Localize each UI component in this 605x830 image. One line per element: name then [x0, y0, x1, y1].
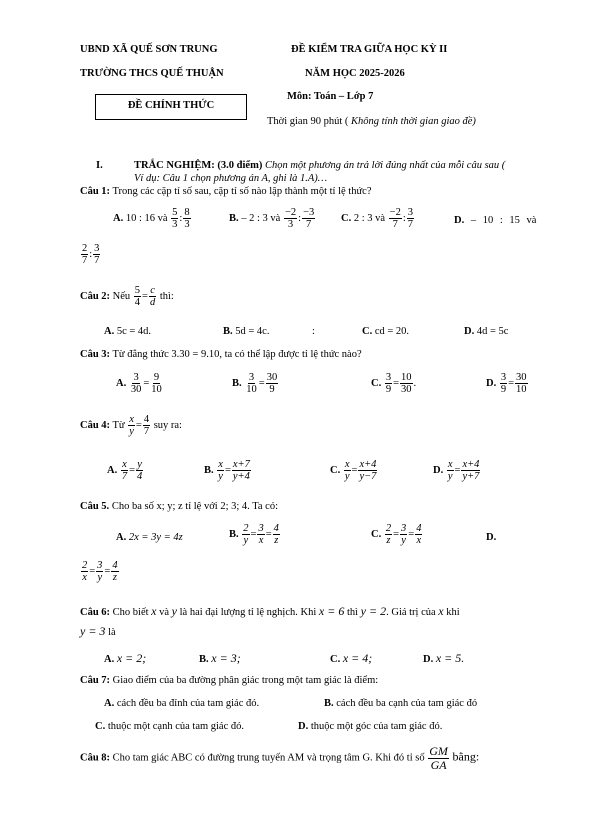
- q1-b-frac2: $\frac{-3}{7}$: [303, 207, 315, 231]
- q8-ratio: $\frac{GM}{GA}$: [429, 744, 448, 772]
- q2-colon: :: [312, 326, 315, 337]
- q6-stem: Câu 6: Cho biết x và y là hai đại lượng tỉ lệ nghịch. Khi x = 6 thì y = 2. Giá trị của x khi: [80, 604, 460, 618]
- q2-option-c[interactable]: C. cd = 20.: [362, 326, 410, 337]
- subject: Môn: Toán – Lớp 7: [287, 91, 374, 102]
- q4-option-a[interactable]: A. $\frac{x}{7}$ = $\frac{y}{4}$: [107, 459, 143, 483]
- q7-option-a[interactable]: A. cách đều ba đỉnh của tam giác đó.: [104, 698, 260, 709]
- q2-label: Câu 2:: [80, 290, 111, 302]
- q2-stem: Câu 2: Nếu $\frac{5}{4}$ = $\frac{c}{d}$ thì:: [80, 285, 174, 309]
- q5-option-d: $\frac{2}{x}$ = $\frac{3}{y}$ = $\frac{4}{z}$: [82, 560, 118, 584]
- q5-option-b[interactable]: B. $\frac{2}{y}$ = $\frac{3}{x}$ = $\frac{4}{z}$: [229, 523, 279, 547]
- section-heading: [134, 160, 505, 171]
- q2-frac1: $\frac{5}{4}$: [134, 285, 141, 309]
- q8-stem: Câu 8: Cho tam giác ABC có đường trung tuyến AM và trọng tâm G. Khi đó tỉ số $\frac{GM}{GA}$ bằng:: [80, 744, 480, 772]
- q4-stem: Câu 4: Từ $\frac{x}{y}$ = $\frac{4}{7}$ suy ra:: [80, 414, 182, 438]
- exam-time-note: Không tính thời gian giao đề): [348, 116, 476, 127]
- school-year: NĂM HỌC 2025-2026: [305, 68, 405, 79]
- section-title: TRẮC NGHIỆM: (3.0 điểm): [134, 160, 263, 171]
- q4-option-d[interactable]: D. $\frac{x}{y}$ = $\frac{x+4}{y+7}$: [433, 459, 480, 483]
- q2-frac2: $\frac{c}{d}$: [149, 285, 156, 309]
- q2-option-d[interactable]: D. 4d = 5c: [464, 326, 509, 337]
- q6-option-d[interactable]: D. x = 5.: [423, 651, 465, 665]
- section-instruction: Chọn một phương án trả lời đúng nhất của mỗi câu sau (: [262, 160, 506, 171]
- q1-d-frac1: $\frac{2}{7}$: [82, 243, 88, 267]
- q1-a-text: 10 : 16 và: [125, 212, 168, 224]
- q5-option-c[interactable]: C. $\frac{2}{z}$ = $\frac{3}{y}$ = $\frac{4}{x}$: [371, 523, 422, 547]
- q3-option-d[interactable]: D. $\frac{3}{9}$ = $\frac{30}{10}$: [486, 372, 527, 396]
- q6-option-a[interactable]: A. x = 2;: [104, 651, 147, 665]
- q1-label: Câu 1:: [80, 186, 111, 197]
- q3-stem: Câu 3: Từ đẳng thức 3.30 = 9.10, ta có thể lập được tỉ lệ thức nào?: [80, 349, 362, 360]
- q7-stem: Câu 7: Giao điểm của ba đường phân giác trong một tam giác là điểm:: [80, 675, 379, 686]
- q1-d-text: – 10 : 15 và: [464, 215, 537, 226]
- q7-option-d[interactable]: D. thuộc một góc của tam giác đó.: [298, 721, 443, 732]
- q1-d-label: D.: [454, 215, 465, 226]
- q4-option-b[interactable]: B. $\frac{x}{y}$ = $\frac{x+7}{y+4}$: [204, 459, 250, 483]
- q7-option-c[interactable]: C. thuộc một cạnh của tam giác đó.: [95, 721, 245, 732]
- school-district: UBND XÃ QUẾ SƠN TRUNG: [80, 44, 218, 55]
- exam-time-prefix: Thời gian 90 phút (: [267, 116, 349, 127]
- q6-option-b[interactable]: B. x = 3;: [199, 651, 241, 665]
- q1-stem: [80, 186, 371, 197]
- q6-option-c[interactable]: C. x = 4;: [330, 651, 373, 665]
- q2-option-b[interactable]: B. 5d = 4c.: [223, 326, 270, 337]
- exam-title: ĐỀ KIỂM TRA GIỮA HỌC KỲ II: [291, 44, 448, 55]
- q5-option-d-label[interactable]: D.: [486, 532, 497, 543]
- q1-option-a[interactable]: A. 10 : 16 và $\frac{5}{3}$ : $\frac{8}{3}$: [113, 207, 190, 231]
- q3-option-b[interactable]: B. $\frac{3}{10}$ = $\frac{30}{9}$: [232, 372, 278, 396]
- q1-c-frac1: $\frac{-2}{7}$: [389, 207, 401, 231]
- q6-stem-2: y = 3 là: [80, 624, 116, 638]
- q1-b-text: – 2 : 3 và: [241, 212, 281, 224]
- q1-b-frac1: $\frac{-2}{3}$: [284, 207, 297, 231]
- official-label: ĐỀ CHÍNH THỨC: [127, 100, 215, 111]
- q1-option-b[interactable]: B. – 2 : 3 và $\frac{-2}{3}$ : $\frac{-3}{7}$: [229, 207, 315, 231]
- q1-b-label: B.: [229, 212, 239, 224]
- q1-c-label: C.: [341, 212, 352, 224]
- q3-option-a[interactable]: A. $\frac{3}{30}$ = $\frac{9}{10}$: [116, 372, 162, 396]
- section-example: Ví dụ: Câu 1 chọn phương án A, ghi là 1.A)…: [134, 173, 328, 184]
- q1-d-fractions: $\frac{2}{7}$ : $\frac{3}{7}$: [82, 243, 100, 267]
- q7-option-b[interactable]: B. cách đều ba cạnh của tam giác đó: [324, 698, 478, 709]
- q1-text: Trong các cặp tỉ số sau, cặp tỉ số nào lập thành một tỉ lệ thức?: [110, 186, 372, 197]
- q3-option-c[interactable]: C. $\frac{3}{9}$ = $\frac{10}{30}$ .: [371, 372, 417, 396]
- q5-option-a[interactable]: A. 2x = 3y = 4z: [116, 532, 183, 543]
- q1-option-c[interactable]: C. 2 : 3 và $\frac{-2}{7}$ : $\frac{3}{7}$: [341, 207, 414, 231]
- q4-option-c[interactable]: C. $\frac{x}{y}$ = $\frac{x+4}{y-7}$: [330, 459, 377, 483]
- q2-text-post: thì:: [159, 290, 174, 302]
- exam-time: [267, 116, 476, 127]
- school-name: TRƯỜNG THCS QUẾ THUẬN: [80, 68, 224, 79]
- q2-text-pre: Nếu: [110, 290, 131, 302]
- q1-a-frac1: $\frac{5}{3}$: [172, 207, 178, 231]
- section-roman: I.: [96, 160, 103, 171]
- q1-a-label: A.: [113, 212, 124, 224]
- q1-d-frac2: $\frac{3}{7}$: [94, 243, 100, 267]
- q5-stem: Câu 5. Cho ba số x; y; z tỉ lệ với 2; 3; 4. Ta có:: [80, 501, 279, 512]
- q1-a-frac2: $\frac{8}{3}$: [184, 207, 190, 231]
- q1-c-text: 2 : 3 và: [353, 212, 386, 224]
- official-box: [95, 94, 247, 120]
- q1-c-frac2: $\frac{3}{7}$: [407, 207, 414, 231]
- q1-option-d[interactable]: [454, 215, 536, 226]
- q2-option-a[interactable]: A. 5c = 4d.: [104, 326, 152, 337]
